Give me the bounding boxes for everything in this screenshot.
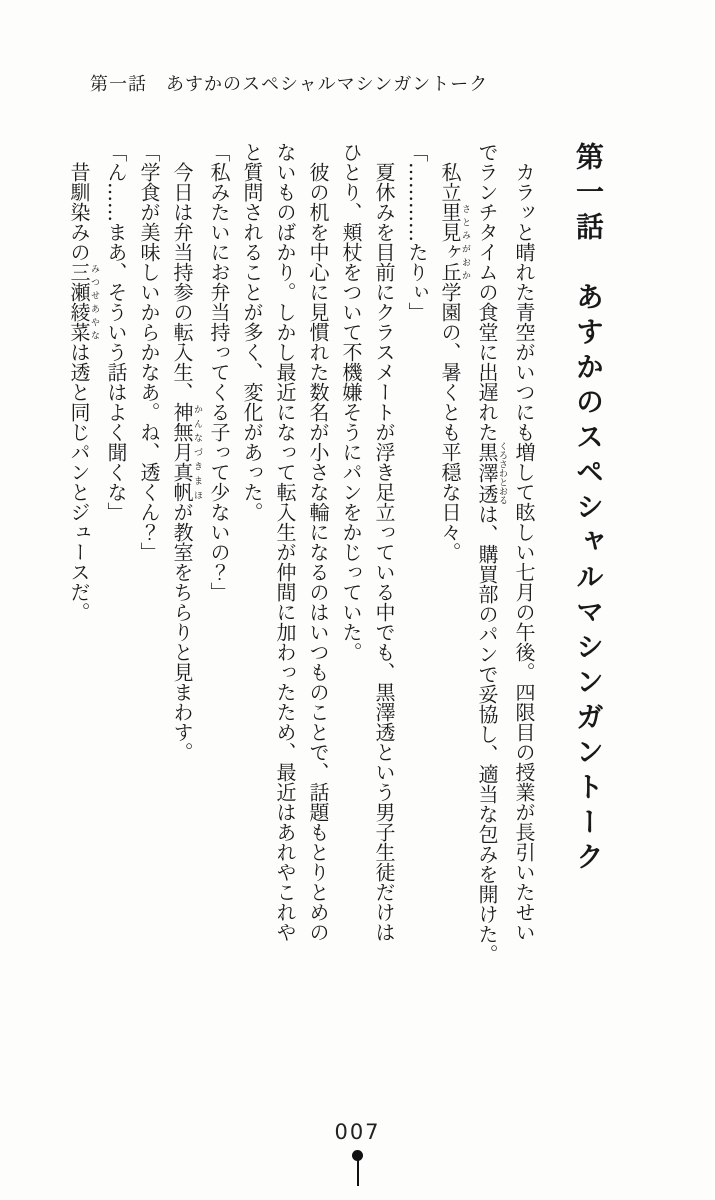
chapter-title: 第一話 あすかのスペシャルマシンガントーク — [572, 142, 605, 877]
page-pin-ornament — [352, 1150, 364, 1186]
body-line: 「ん……まあ、そういう話はよく聞くな」 — [104, 142, 128, 522]
body-line: 夏休みを目前にクラスメートが浮き足立っている中でも、黒澤透という男子生徒だけは — [372, 162, 396, 942]
body-line: ないものばかり。しかし最近になって転入生が仲間に加わったため、最近はあれやこれや — [273, 142, 297, 942]
body-line: と質問されることが多く、変化があった。 — [240, 142, 264, 522]
body-line: 昔馴染みの三瀬綾菜みつせあやなは透と同じパンとジュースだ。 — [67, 162, 99, 622]
body-line: でランチタイムの食堂に出遅れた黒澤透くろさわとおるは、購買部のパンで妥協し、適当な包みを開けた。 — [475, 142, 507, 964]
body-line: カラッと晴れた青空がいつにも増して眩しい七月の午後。四限目の授業が長引いたせい — [512, 162, 536, 942]
body-line: 今日は弁当持参の転入生、神無月真帆かんなづきまほが教室をちらりと見まわす。 — [170, 162, 202, 762]
ruby-annotated-name: 里見ヶ丘さとみがおか — [438, 202, 470, 282]
body-line: ひとり、頬杖をついて不機嫌そうにパンをかじっていた。 — [339, 142, 363, 662]
body-text — [62, 142, 612, 970]
page-number: 007 — [334, 1120, 381, 1144]
ruby-annotated-name: 神無月真帆かんなづきまほ — [170, 402, 202, 502]
body-line: 「学食が美味しいからかなあ。ね、透くん？」 — [137, 142, 161, 562]
page-footer — [0, 1120, 715, 1200]
ruby-annotated-name: 黒澤透くろさわとおる — [475, 441, 507, 505]
body-line: 「私みたいにお弁当持ってくる子って少ないの？」 — [207, 142, 231, 602]
running-header: 第一話 あすかのスペシャルマシンガントーク — [90, 74, 489, 95]
body-line: 私立里見ヶ丘さとみがおか学園の、暑くとも平穏な日々。 — [438, 162, 470, 562]
pin-line — [357, 1160, 359, 1186]
body-line: 「…………たりぃ」 — [405, 142, 429, 322]
body-line: 彼の机を中心に見慣れた数名が小さな輪になるのはいつものことで、話題もとりとめの — [306, 162, 330, 942]
ruby-annotated-name: 三瀬綾菜みつせあやな — [67, 262, 99, 342]
